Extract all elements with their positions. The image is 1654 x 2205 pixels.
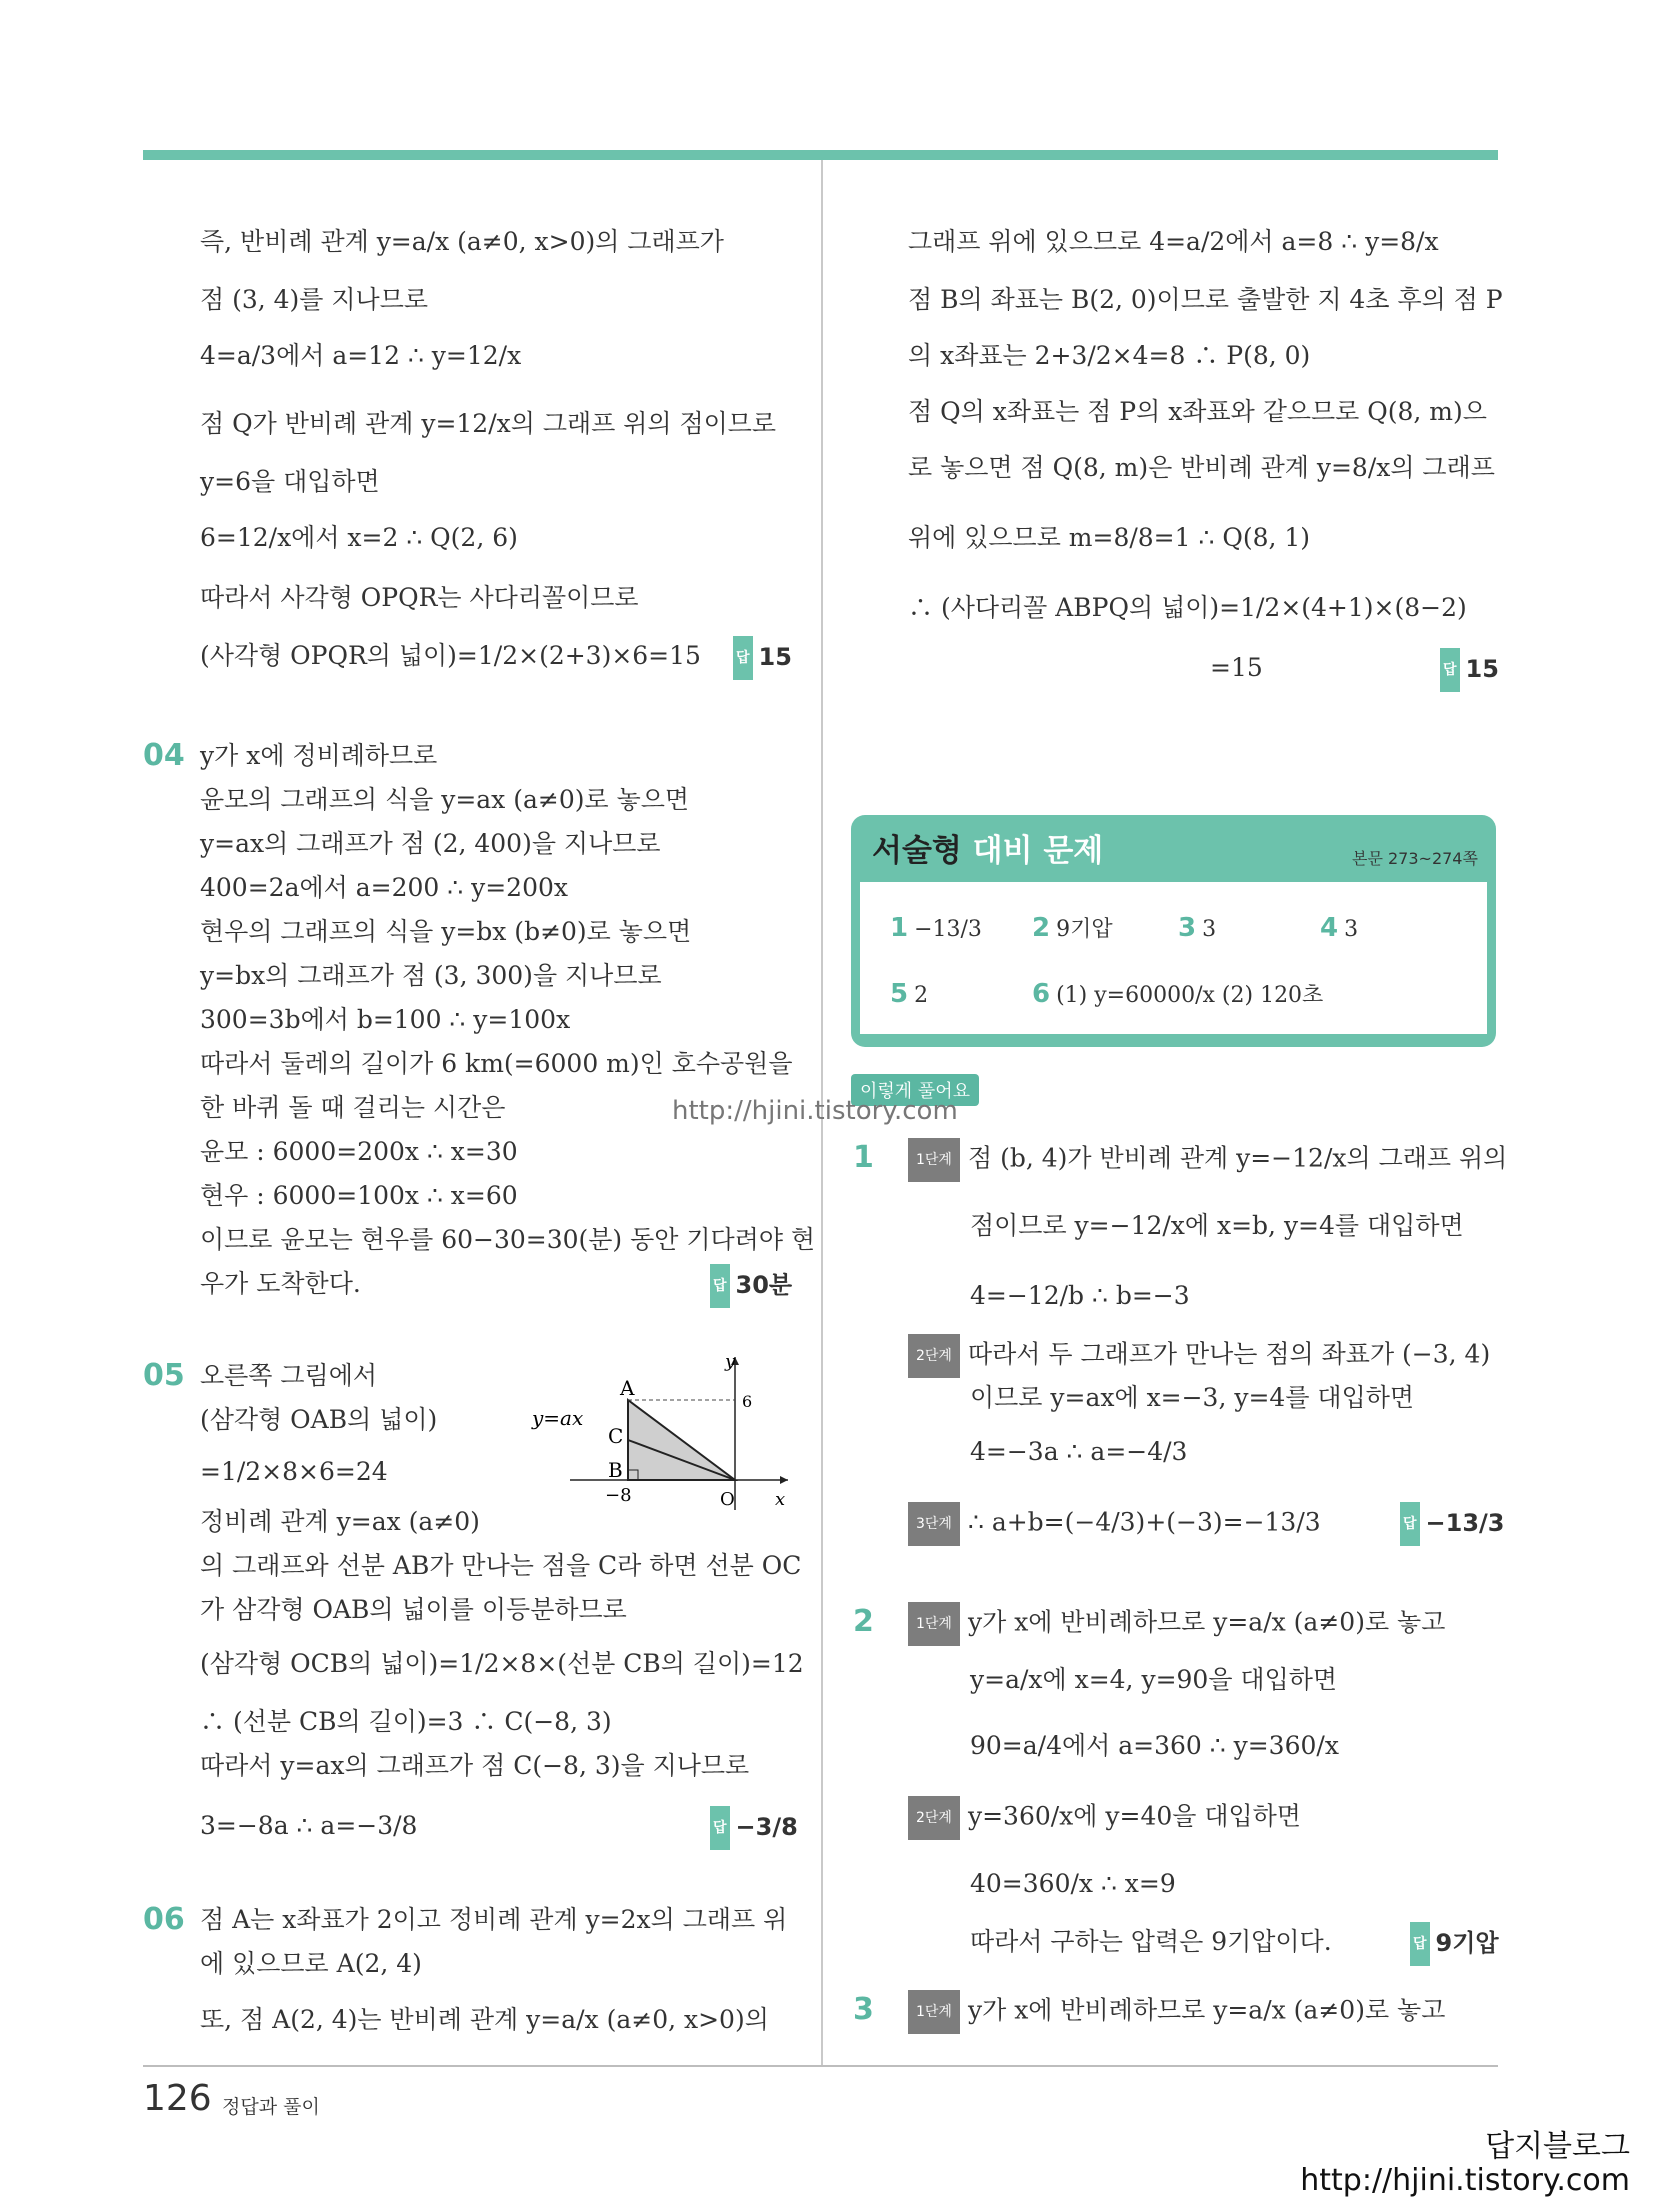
text-line: 4=−3a ∴ a=−4/3 <box>970 1437 1188 1466</box>
solution-number: 1 <box>853 1140 874 1175</box>
answer: 답 −3/8 <box>710 1806 798 1850</box>
text-line: 6=12/x에서 x=2 ∴ Q(2, 6) <box>200 523 518 552</box>
text-line: 우가 도착한다. <box>200 1269 361 1298</box>
section-page-ref: 본문 273~274쪽 <box>1352 849 1478 868</box>
answer-item: 4 3 <box>1320 913 1359 943</box>
line-label: y=ax <box>532 1406 584 1430</box>
text-line: 그래프 위에 있으므로 4=a/2에서 a=8 ∴ y=8/x <box>908 227 1439 256</box>
text-line: y=a/x에 x=4, y=90을 대입하면 <box>970 1665 1338 1694</box>
text-line: 따라서 구하는 압력은 9기압이다. <box>970 1927 1332 1956</box>
step-badge: 1단계 <box>908 1138 960 1182</box>
text-line: 윤모 : 6000=200x ∴ x=30 <box>200 1137 518 1166</box>
text-line: 300=3b에서 b=100 ∴ y=100x <box>200 1005 571 1034</box>
text-line: 점 Q의 x좌표는 점 P의 x좌표와 같으므로 Q(8, m)으 <box>908 397 1487 426</box>
problem-number: 05 <box>143 1358 185 1393</box>
step-badge: 2단계 <box>908 1796 960 1840</box>
text-line: 현우 : 6000=100x ∴ x=60 <box>200 1181 518 1210</box>
text-line: 1단계 y가 x에 반비례하므로 y=a/x (a≠0)로 놓고 <box>908 1990 1445 2034</box>
text-line: 에 있으므로 A(2, 4) <box>200 1949 422 1978</box>
text-line: 점 Q가 반비례 관계 y=12/x의 그래프 위의 점이므로 <box>200 409 777 438</box>
y-axis-label: y <box>725 1351 736 1372</box>
text-line: =1/2×8×6=24 <box>200 1457 388 1486</box>
page-number: 126 <box>143 2078 212 2119</box>
answer: 답 15 <box>1440 648 1499 692</box>
text-line: 의 그래프와 선분 AB가 만나는 점을 C라 하면 선분 OC <box>200 1551 802 1580</box>
text-line: 정비례 관계 y=ax (a≠0) <box>200 1507 480 1536</box>
text-line: ∴ (선분 CB의 길이)=3 ∴ C(−8, 3) <box>200 1707 612 1736</box>
blog-stamp <box>1300 2130 1630 2198</box>
text-line: 따라서 사각형 OPQR는 사다리꼴이므로 <box>200 583 639 612</box>
text-line: 3=−8a ∴ a=−3/8 <box>200 1811 418 1840</box>
text-line: 점 A는 x좌표가 2이고 정비례 관계 y=2x의 그래프 위 <box>200 1905 788 1934</box>
coordinate-figure <box>520 1345 800 1515</box>
solution-number: 2 <box>853 1604 874 1639</box>
triangle-oab <box>628 1400 735 1480</box>
text-line: 점 B의 좌표는 B(2, 0)이므로 출발한 지 4초 후의 점 P <box>908 285 1503 314</box>
text-line: y=bx의 그래프가 점 (3, 300)을 지나므로 <box>200 961 662 990</box>
text-line: =15 <box>1210 653 1263 682</box>
text-line: (사각형 OPQR의 넓이)=1/2×(2+3)×6=15 <box>200 641 701 670</box>
text-line: 점 (3, 4)를 지나므로 <box>200 285 429 314</box>
text-line: 1단계 점 (b, 4)가 반비례 관계 y=−12/x의 그래프 위의 <box>908 1138 1507 1182</box>
footer-rule <box>143 2065 1498 2067</box>
step-badge: 1단계 <box>908 1602 960 1646</box>
text-line: 윤모의 그래프의 식을 y=ax (a≠0)로 놓으면 <box>200 785 690 814</box>
text-line: (삼각형 OAB의 넓이) <box>200 1405 438 1434</box>
text-line: 따라서 둘레의 길이가 6 km(=6000 m)인 호수공원을 <box>200 1049 793 1078</box>
answer: 답 −13/3 <box>1400 1502 1505 1546</box>
text-line: 한 바퀴 돌 때 걸리는 시간은 <box>200 1093 506 1122</box>
text-line: 40=360/x ∴ x=9 <box>970 1869 1176 1898</box>
origin-label: O <box>720 1489 735 1510</box>
answer-item: 3 3 <box>1178 913 1217 943</box>
text-line: 이므로 윤모는 현우를 60−30=30(분) 동안 기다려야 현 <box>200 1225 816 1254</box>
watermark: http://hjini.tistory.com <box>672 1096 958 1126</box>
text-line: 즉, 반비례 관계 y=a/x (a≠0, x>0)의 그래프가 <box>200 227 724 256</box>
problem-number: 04 <box>143 738 185 773</box>
step-badge: 3단계 <box>908 1502 960 1546</box>
text-line: y=ax의 그래프가 점 (2, 400)을 지나므로 <box>200 829 661 858</box>
top-rule <box>143 150 1498 160</box>
answer: 답 9기압 <box>1410 1922 1499 1966</box>
solution-number: 3 <box>853 1992 874 2027</box>
x-axis-label: x <box>775 1489 786 1510</box>
text-line: 4=a/3에서 a=12 ∴ y=12/x <box>200 341 522 370</box>
text-line: 90=a/4에서 a=360 ∴ y=360/x <box>970 1731 1339 1760</box>
text-line: 로 놓으면 점 Q(8, m)은 반비례 관계 y=8/x의 그래프 <box>908 453 1495 482</box>
page-label: 정답과 풀이 <box>222 2096 320 2118</box>
text-line: 2단계 따라서 두 그래프가 만나는 점의 좌표가 (−3, 4) <box>908 1334 1490 1378</box>
step-badge: 2단계 <box>908 1334 960 1378</box>
answer-item: 5 2 <box>890 979 929 1009</box>
problem-number: 06 <box>143 1902 185 1937</box>
text-line: 4=−12/b ∴ b=−3 <box>970 1281 1190 1310</box>
text-line: 3단계 ∴ a+b=(−4/3)+(−3)=−13/3 <box>908 1502 1321 1546</box>
answer-item: 6 (1) y=60000/x (2) 120초 <box>1032 979 1324 1009</box>
text-line: ∴ (사다리꼴 ABPQ의 넓이)=1/2×(4+1)×(8−2) <box>908 593 1467 622</box>
point-c-label: C <box>608 1424 624 1448</box>
text-line: y가 x에 정비례하므로 <box>200 741 438 770</box>
text-line: 1단계 y가 x에 반비례하므로 y=a/x (a≠0)로 놓고 <box>908 1602 1445 1646</box>
x-tick-label: −8 <box>605 1485 632 1506</box>
text-line: 의 x좌표는 2+3/2×4=8 ∴ P(8, 0) <box>908 341 1311 370</box>
answer: 답 30분 <box>710 1264 792 1308</box>
section-title: 서술형 대비 문제 <box>872 833 1104 869</box>
text-line: 또, 점 A(2, 4)는 반비례 관계 y=a/x (a≠0, x>0)의 <box>200 2005 769 2034</box>
text-line: (삼각형 OCB의 넓이)=1/2×8×(선분 CB의 길이)=12 <box>200 1649 804 1678</box>
y-tick-label: 6 <box>742 1392 753 1411</box>
text-line: 오른쪽 그림에서 <box>200 1361 377 1390</box>
blog-url: http://hjini.tistory.com <box>1300 2163 1630 2198</box>
point-b-label: B <box>608 1458 623 1482</box>
text-line: 따라서 y=ax의 그래프가 점 C(−8, 3)을 지나므로 <box>200 1751 750 1780</box>
answer: 답 15 <box>733 636 792 680</box>
blog-name: 답지블로그 <box>1485 2129 1630 2164</box>
text-line: 400=2a에서 a=200 ∴ y=200x <box>200 873 568 902</box>
text-line: 이므로 y=ax에 x=−3, y=4를 대입하면 <box>970 1383 1415 1412</box>
solution-heading-badge: 이렇게 풀어요 <box>851 1074 979 1106</box>
text-line: 위에 있으므로 m=8/8=1 ∴ Q(8, 1) <box>908 523 1311 552</box>
answer-item: 2 9기압 <box>1032 913 1113 943</box>
x-arrow <box>780 1476 788 1484</box>
step-badge: 1단계 <box>908 1990 960 2034</box>
text-line: 점이므로 y=−12/x에 x=b, y=4를 대입하면 <box>970 1211 1464 1240</box>
point-a-label: A <box>620 1376 635 1400</box>
text-line: 2단계 y=360/x에 y=40을 대입하면 <box>908 1796 1301 1840</box>
answer-item: 1 −13/3 <box>890 913 982 943</box>
text-line: 현우의 그래프의 식을 y=bx (b≠0)로 놓으면 <box>200 917 692 946</box>
text-line: 가 삼각형 OAB의 넓이를 이등분하므로 <box>200 1595 627 1624</box>
text-line: y=6을 대입하면 <box>200 467 380 496</box>
